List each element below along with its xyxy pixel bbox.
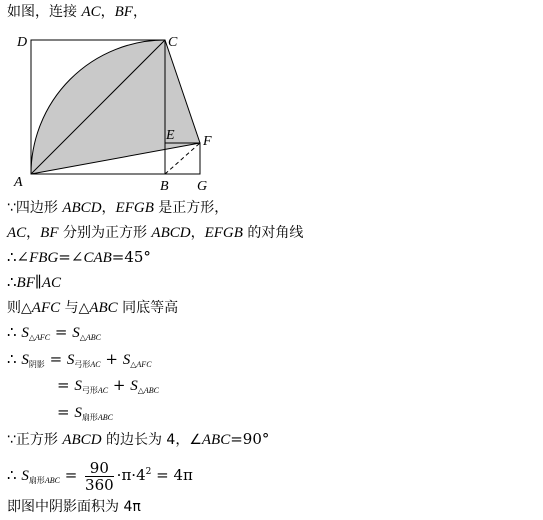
proof-line-2	[7, 223, 303, 242]
proof-line-4	[7, 273, 61, 292]
fraction-numerator: 90	[85, 460, 114, 477]
l2-mid1: ，	[26, 225, 41, 241]
l11-sup: 2	[145, 467, 152, 477]
l7-sub3: △AFC	[130, 360, 152, 369]
l4-par: ∥	[34, 273, 42, 291]
proof-line-3	[7, 248, 151, 267]
proof-line-12: 即图中阴影面积为 4π	[7, 499, 141, 515]
l8-eq: =	[57, 376, 75, 394]
proof-line-5	[7, 298, 178, 317]
l9-sub-cjk: 扇形	[81, 413, 98, 422]
l1-post: 是正方形，	[153, 200, 229, 216]
l6-sub2: △ABC	[79, 333, 101, 342]
proof-line-8	[57, 376, 159, 400]
intro-sep: ，	[100, 4, 115, 20]
segment-bf: BF	[114, 4, 133, 20]
label-e: E	[166, 128, 175, 143]
l10-a: ABC	[201, 432, 231, 448]
geometry-figure	[0, 0, 543, 200]
l5-pre: 则△	[7, 300, 32, 316]
l6-s: S	[21, 325, 29, 341]
l4-pre: ∴	[7, 273, 17, 291]
l4-b: AC	[41, 275, 61, 291]
l9-sub: ABC	[97, 413, 113, 422]
l5-a: AFC	[31, 300, 61, 316]
l11-tail: ·π·4	[116, 466, 146, 484]
segment-ac: AC	[81, 4, 101, 20]
l10-post: =90°	[230, 430, 270, 448]
l2-mid3: ，	[190, 225, 205, 241]
l7-pre: ∴	[7, 350, 22, 368]
label-c: C	[168, 35, 178, 50]
l11-eq: =	[59, 466, 83, 484]
l8-s: S	[74, 378, 82, 394]
l7-sub2-cjk: 弓形	[74, 360, 91, 369]
l10-pre: ∵正方形	[7, 432, 63, 448]
l2-n4: EFGB	[204, 225, 243, 241]
l11-res: = 4π	[151, 466, 193, 484]
l8-plus: +	[108, 376, 131, 394]
l7-sub-cjk: 阴影	[28, 360, 45, 369]
l8-s2: S	[130, 378, 138, 394]
proof-line-1	[7, 198, 228, 217]
proof-line-10	[7, 430, 269, 449]
l7-s: S	[21, 352, 29, 368]
l9-eq: =	[57, 403, 75, 421]
l11-pre: ∴	[7, 466, 22, 484]
l7-sub2: AC	[90, 360, 101, 369]
label-d: D	[17, 35, 28, 50]
l11-s: S	[21, 468, 29, 484]
l2-n1: AC	[7, 225, 27, 241]
l2-n2: BF	[40, 225, 59, 241]
l11-sub: ABC	[44, 476, 60, 485]
l8-sub2: △ABC	[137, 386, 159, 395]
intro-prefix: 如图，连接	[7, 4, 82, 20]
l2-n3: ABCD	[151, 225, 191, 241]
l7-s2: S	[66, 352, 75, 368]
l6-eq: =	[50, 323, 73, 341]
l4-a: BF	[16, 275, 35, 291]
proof-line-9	[57, 403, 113, 427]
l3-a2: CAB	[83, 250, 112, 266]
l1-pre: ∵四边形	[7, 200, 63, 216]
l1-n2: EFGB	[115, 200, 154, 216]
l10-n: ABCD	[62, 432, 102, 448]
l6-pre: ∴	[7, 323, 22, 341]
proof-line-11	[7, 455, 193, 498]
l7-plus: +	[100, 350, 123, 368]
l10-mid: 的边长为 4，∠	[101, 432, 202, 448]
l3-eq: =∠	[58, 248, 84, 266]
l3-a1: FBG	[29, 250, 59, 266]
fraction	[85, 460, 114, 493]
label-a: A	[14, 175, 23, 190]
l2-post: 的对角线	[242, 225, 304, 241]
proof-line-6	[7, 323, 101, 347]
l5-post: 同底等高	[117, 300, 179, 316]
l6-s2: S	[72, 325, 80, 341]
l8-sub: AC	[97, 386, 109, 395]
l3-post: =45°	[111, 248, 151, 266]
proof-line-7	[7, 350, 152, 374]
shaded-region	[31, 40, 200, 174]
l3-pre: ∴∠	[7, 248, 30, 266]
l5-b: ABC	[89, 300, 118, 316]
l1-mid: ，	[101, 200, 116, 216]
l2-mid2: 分别为正方形	[58, 225, 152, 241]
l1-n1: ABCD	[62, 200, 102, 216]
label-f: F	[203, 134, 212, 149]
l8-sub-cjk: 弓形	[81, 386, 98, 395]
l6-sub1: △AFC	[28, 333, 51, 342]
label-b: B	[160, 179, 169, 194]
l7-eq: =	[44, 350, 67, 368]
l9-s: S	[74, 405, 82, 421]
fraction-denominator: 360	[85, 475, 114, 494]
l5-mid: 与△	[60, 300, 90, 316]
l7-s3: S	[122, 352, 131, 368]
l11-sub-cjk: 扇形	[28, 476, 45, 485]
label-g: G	[197, 179, 208, 194]
intro-suffix: ，	[132, 4, 147, 20]
